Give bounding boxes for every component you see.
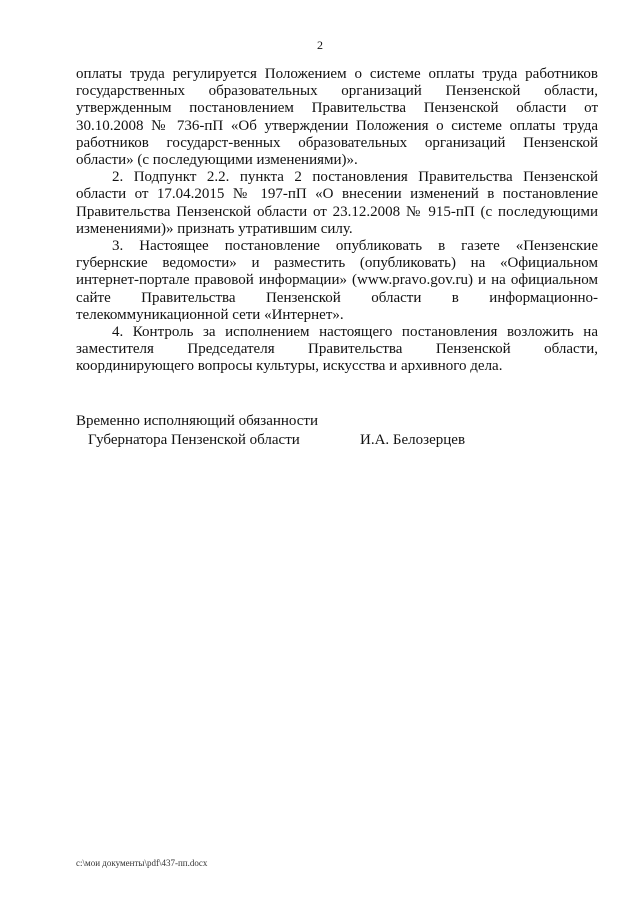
page-number: 2 [317,38,323,52]
paragraph-item-2: 2. Подпункт 2.2. пункта 2 постановления Правительства Пензенской области от 17.04.2015 № 197-пП «О внесении изменений в постановление Правительства Пензенской области от 23.12.2008 № 915-пП (с последующими изменениями)» признать утратившим силу. [76,169,598,237]
signatory-title-line2 [76,431,596,450]
paragraph-item-3: 3. Настоящее постановление опубликовать в газете «Пензенские губернские ведомости» и разместить (опубликовать) на «Официальном интернет-портале правовой информации» (www.pravo.gov.ru) и на официальном сайте Правительства Пензенской области в информационно-телекоммуникационной сети «Интернет». [76,238,598,323]
paragraph-continuation: оплаты труда регулируется Положением о системе оплаты труда работников государственных образовательных организаций Пензенской области, утвержденным постановлением Правительства Пензенской области от 30.10.2008 № 736-пП «Об утверждении Положения о системе оплаты труда работников государст-венных образовательных организаций Пензенской области» (с последующими изменениями)». [76,66,598,169]
paragraph-item-4: 4. Контроль за исполнением настоящего постановления возложить на заместителя Председателя Правительства Пензенской области, координирующего вопросы культуры, искусства и архивного дела. [76,324,598,375]
signatory-position: Губернатора Пензенской области [88,432,300,448]
signature-block [76,412,596,450]
signatory-title-line1: Временно исполняющий обязанности [76,413,319,429]
signatory-name: И.А. Белозерцев [360,432,466,448]
document-body [76,66,598,376]
footer-file-path: c:\мои документы\pdf\437-пп.docx [76,858,208,868]
